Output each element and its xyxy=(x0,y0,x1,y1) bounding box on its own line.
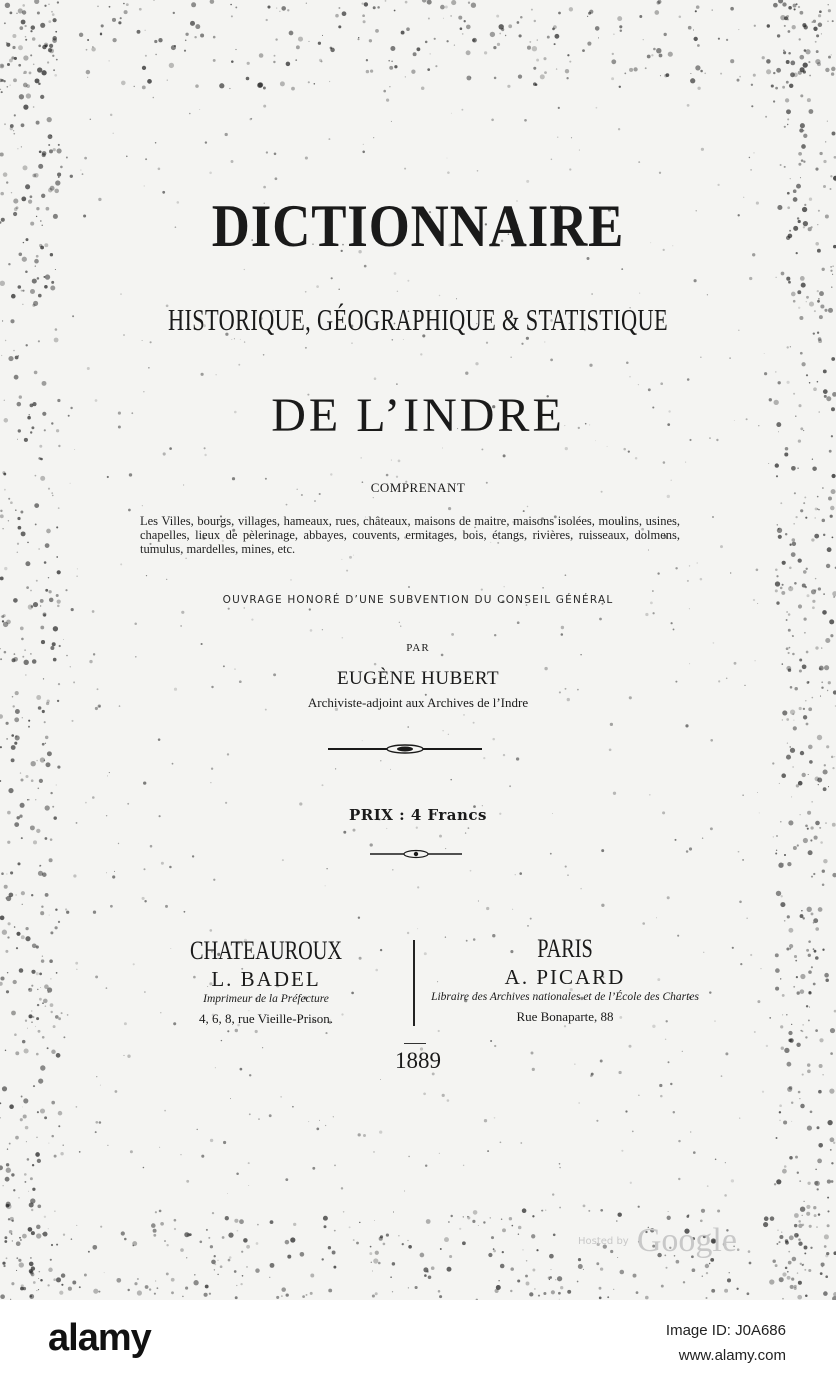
year-rule xyxy=(404,1043,426,1044)
publisher-city: PARIS xyxy=(537,934,593,963)
publisher-role: Libraire des Archives nationales et de l’École des Chartes xyxy=(431,991,699,1003)
site-url: www.alamy.com xyxy=(678,1347,786,1364)
publisher-address: Rue Bonaparte, 88 xyxy=(516,1009,614,1024)
publisher-city: CHATEAUROUX xyxy=(189,936,343,965)
publisher-address: 4, 6, 8, rue Vieille-Prison. xyxy=(198,1011,334,1026)
book-title: DICTIONNAIRE xyxy=(211,193,625,259)
publisher-role: Imprimeur de la Préfecture xyxy=(203,993,329,1005)
publisher-chateauroux xyxy=(126,936,406,1028)
publisher-name: A. PICARD xyxy=(504,965,626,989)
google-logo: Google xyxy=(636,1222,737,1259)
author-title: Archiviste-adjoint aux Archives de l’Indre xyxy=(307,695,529,710)
column-divider xyxy=(413,940,415,1026)
price-label: PRIX : 4 Francs xyxy=(348,806,488,824)
publication-year: 1889 xyxy=(395,1048,441,1073)
ornamental-rule-small xyxy=(370,848,462,860)
author-name: EUGÈNE HUBERT xyxy=(336,668,500,689)
alamy-logo: alamy xyxy=(48,1317,151,1359)
par-label: PAR xyxy=(406,642,430,654)
hosted-by-google xyxy=(578,1222,737,1260)
image-id-label: Image ID: J0A686 xyxy=(665,1322,786,1339)
comprenant-label: COMPRENANT xyxy=(370,480,466,495)
ornamental-rule xyxy=(328,741,482,757)
book-subtitle: HISTORIQUE, GÉOGRAPHIQUE & STATISTIQUE xyxy=(167,302,669,337)
book-region: DE L’INDRE xyxy=(271,389,565,442)
contents-description: Les Villes, bourgs, villages, hameaux, rues, châteaux, maisons de maitre, maisons isolées, moulins, usines, chapelles, lieux de pèlerinage, abbayes, couvents, ermitages, bois, étangs, rivières, ruisseaux, dolmens, tumulus, mardelles, mines, etc. xyxy=(140,514,680,556)
hosted-by-label: Hosted by xyxy=(578,1235,629,1247)
publisher-paris xyxy=(425,934,705,1026)
publisher-name: L. BADEL xyxy=(211,967,321,991)
subvention-note: OUVRAGE HONORÉ D’UNE SUBVENTION DU CONSEIL GÉNÉRAL xyxy=(222,594,614,606)
